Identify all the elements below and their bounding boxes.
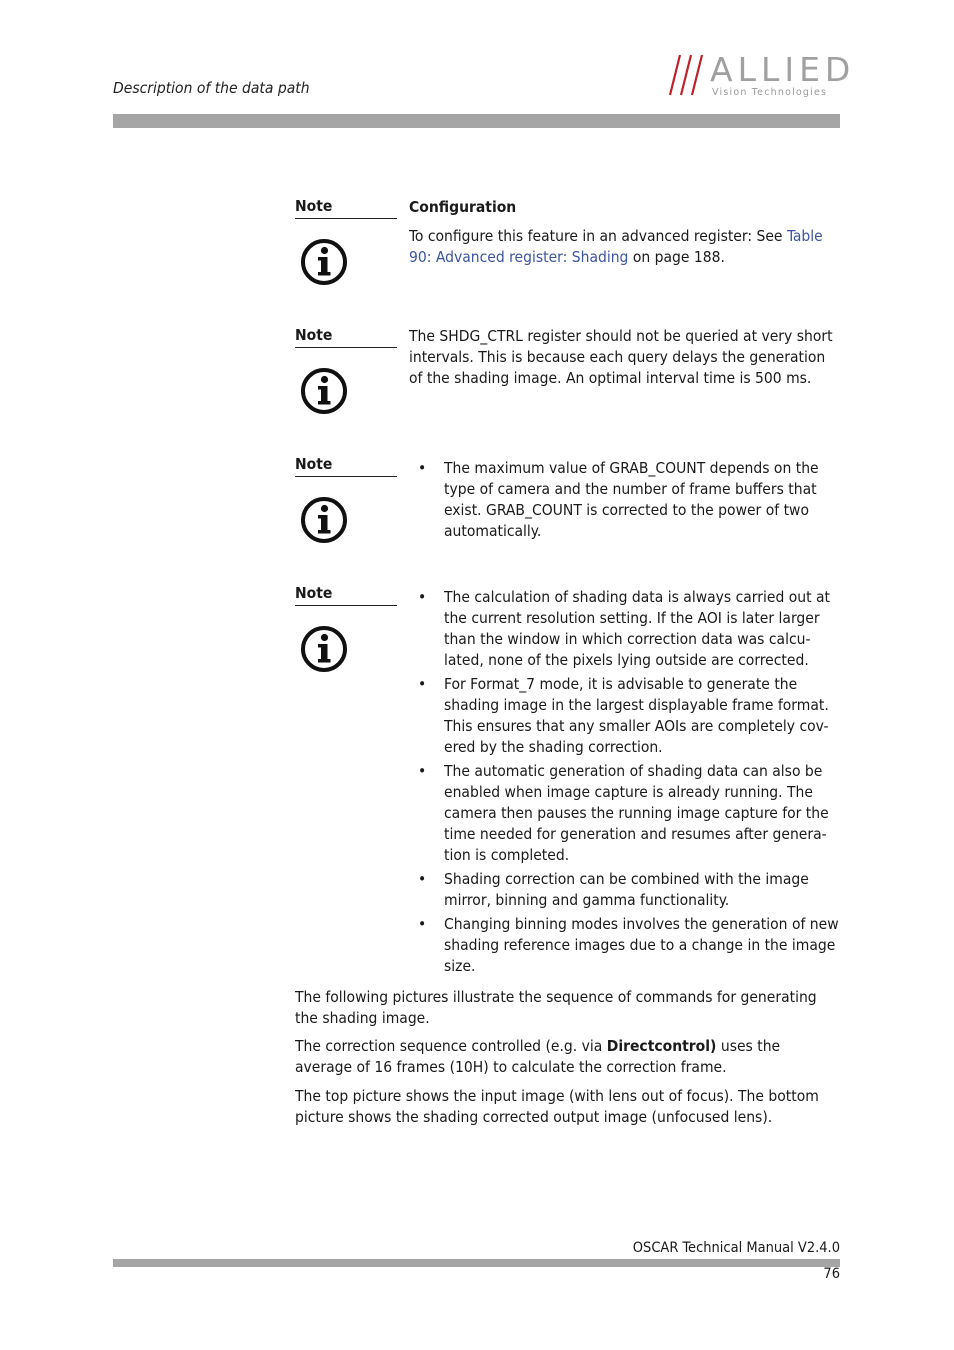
list-item xyxy=(409,869,841,911)
note-body xyxy=(409,326,841,389)
directcontrol-term: Directcontrol) xyxy=(606,1037,717,1055)
note-text-part: To configure this feature in an advanced register: See xyxy=(409,227,787,245)
list-item-text: Changing binning modes involves the generation of new shading reference images due to a change in the image size. xyxy=(444,915,839,975)
info-icon xyxy=(299,495,349,545)
header-bar xyxy=(113,114,840,128)
note-label: Note xyxy=(295,326,397,348)
paragraph-correction xyxy=(295,1036,840,1078)
bullet-icon: • xyxy=(418,675,427,693)
info-icon xyxy=(299,366,349,416)
table-90-link[interactable]: Table 90: Advanced register: Shading xyxy=(409,227,823,266)
allied-logo xyxy=(668,50,856,102)
note-label: Note xyxy=(295,455,397,477)
note-text-part: on page 188. xyxy=(628,248,725,266)
bullet-icon: • xyxy=(418,762,427,780)
bullet-icon: • xyxy=(418,459,427,477)
footer-bar xyxy=(113,1259,840,1267)
page-number: 76 xyxy=(823,1266,840,1282)
bullet-icon: • xyxy=(418,870,427,888)
paragraph-sequence: The following pictures illustrate the sequence of commands for generating the shading image. xyxy=(295,988,817,1027)
list-item-text: The maximum value of GRAB_COUNT depends on the type of camera and the number of frame buffers that exist. GRAB_COUNT is corrected to the power of two automatically. xyxy=(444,459,819,540)
note-label: Note xyxy=(295,197,397,219)
paragraph-text: The correction sequence controlled (e.g. via xyxy=(295,1037,607,1055)
manual-title: OSCAR Technical Manual V2.4.0 xyxy=(632,1240,840,1256)
note-body xyxy=(409,458,841,545)
note-heading: Configuration xyxy=(409,198,517,216)
list-item xyxy=(409,761,841,866)
bullet-list xyxy=(409,587,841,977)
info-icon xyxy=(299,237,349,287)
list-item xyxy=(409,674,841,758)
list-item-text: The automatic generation of shading data can also be enabled when image capture is already running. The camera then pauses the running image capture for the time needed for generation and resumes after genera-tion is completed. xyxy=(444,762,829,864)
list-item-text: For Format_7 mode, it is advisable to generate the shading image in the largest displayable frame format. This ensures that any smaller AOIs are completely cov-ered by the shading correction. xyxy=(444,675,829,756)
list-item-text: Shading correction can be combined with the image mirror, binning and gamma functionality. xyxy=(444,870,809,909)
list-item xyxy=(409,587,841,671)
bullet-icon: • xyxy=(418,915,427,933)
paragraph-pictures: The top picture shows the input image (with lens out of focus). The bottom picture shows the shading corrected output image (unfocused lens). xyxy=(295,1087,819,1126)
note-text xyxy=(409,226,841,268)
note-text: The SHDG_CTRL register should not be queried at very short intervals. This is because each query delays the generation of the shading image. An optimal interval time is 500 ms. xyxy=(409,327,833,387)
logo-slashes-icon xyxy=(668,52,710,98)
list-item-text: The calculation of shading data is always carried out at the current resolution setting. If the AOI is later larger than the window in which correction data was calcu-lated, none of the pixels lying outside are corrected. xyxy=(444,588,831,669)
note-body xyxy=(409,197,841,268)
note-body xyxy=(409,587,841,980)
list-item xyxy=(409,914,841,977)
paragraph-text: uses the average of 16 frames (10H) to calculate the correction frame. xyxy=(295,1037,781,1076)
note-label: Note xyxy=(295,584,397,606)
logo-subtitle: Vision Technologies xyxy=(712,87,828,98)
info-icon xyxy=(299,624,349,674)
bullet-icon: • xyxy=(418,588,427,606)
list-item xyxy=(409,458,841,542)
bullet-list xyxy=(409,458,841,542)
logo-word: ALLIED xyxy=(710,50,856,89)
section-title: Description of the data path xyxy=(113,79,310,97)
